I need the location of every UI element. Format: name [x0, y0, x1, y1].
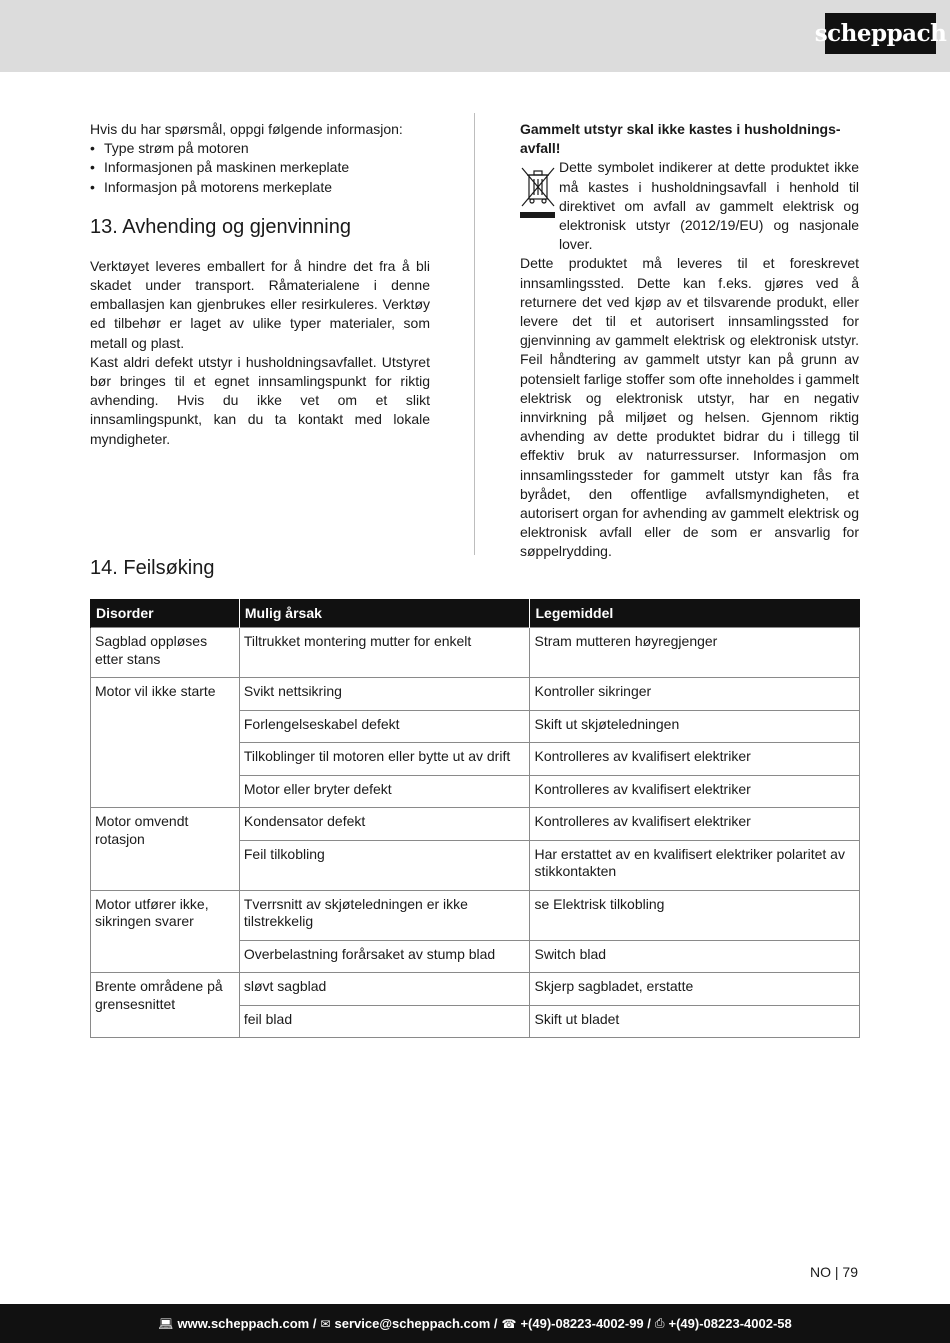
remedy-cell: Skjerp sagbladet, erstatte [530, 973, 860, 1006]
section-14-heading: 14. Feilsøking [90, 557, 215, 579]
phone-number: +(49)-08223-4002-99 / [520, 1316, 651, 1331]
disposal-paragraph: Kast aldri defekt utstyr i husholdningsavfallet. Utstyret bør bringes til et egnet innsamlingspunkt for riktig avhending. Hvis du ikke vet om et slikt innsamlingspunkt, kan du ta kontakt med lokale myndigheter. [90, 353, 430, 447]
email-link[interactable]: service@scheppach.com / [334, 1316, 498, 1331]
table-row [91, 808, 860, 841]
list-item: • Informasjonen på maskinen merkeplate [90, 158, 430, 177]
computer-icon: 💻︎ [158, 1316, 174, 1331]
recycling-paragraph: Dette produktet må leveres til et foreskrevet innsamlingssted. Dette kan f.eks. gjøres ved å returnere det ved kjøp av et tilsvarende produkt, eller levere det til et autorisert innsamlingssted for gjenvinning av gammelt elektrisk og elektronisk utstyr. Feil håndtering av gammelt utstyr kan på grunn av potensielt farlige stoffer som ofte inneholdes i gammelt elektrisk og elektronisk utstyr, har en negativ innvirkning på miljøet og helsen. Gjennom riktig avhending av dette produktet bidrar du i tillegg til effektiv bruk av naturressurser. Informasjon om innsamlingssteder for gammelt utstyr kan fås fra byrådet, den offentlige avfallsmyndigheten, et autorisert organ for avhending av gammelt elektrisk og elektronisk avfall eller de som er ansvarlig for søppelrydding. [520, 255, 859, 560]
email-icon: ✉ [320, 1316, 331, 1331]
remedy-cell: Kontrolleres av kvalifisert elektriker [530, 775, 860, 808]
cause-cell: Motor eller bryter defekt [239, 775, 530, 808]
remedy-cell: Kontrolleres av kvalifisert elektriker [530, 808, 860, 841]
cause-cell: Tiltrukket montering mutter for enkelt [239, 628, 530, 678]
disorder-cell: Motor utfører ikke, sikringen svarer [91, 890, 240, 973]
remedy-cell: Kontrolleres av kvalifisert elektriker [530, 743, 860, 776]
right-column [520, 120, 859, 562]
remedy-cell: Switch blad [530, 940, 860, 973]
table-row [91, 628, 860, 678]
cause-cell: sløvt sagblad [239, 973, 530, 1006]
cause-cell: Overbelastning forårsaket av stump blad [239, 940, 530, 973]
cause-cell: Svikt nettsikring [239, 678, 530, 711]
warning-title: Gammelt utstyr skal ikke kastes i husholdnings-avfall! [520, 121, 841, 157]
contact-footer [0, 1304, 950, 1343]
packaging-paragraph: Verktøyet leveres emballert for å hindre det fra å bli skadet under transport. Råmaterialene i denne emballasjen kan gjenbrukes eller resirkuleres. Verktøy ed tilbehør er laget av ulike typer materialer, som metall og plast. [90, 257, 430, 351]
disorder-cell: Sagblad oppløses etter stans [91, 628, 240, 678]
info-list [90, 139, 430, 197]
remedy-cell: Har erstattet av en kvalifisert elektriker polaritet av stikkontakten [530, 840, 860, 890]
cause-cell: feil blad [239, 1005, 530, 1038]
disorder-cell: Brente områdene på grensesnittet [91, 973, 240, 1038]
crossed-out-bin-icon [520, 166, 556, 220]
remedy-cell: se Elektrisk tilkobling [530, 890, 860, 940]
list-item: • Informasjon på motorens merkeplate [90, 178, 430, 197]
cause-cell: Tverrsnitt av skjøteledningen er ikke tilstrekkelig [239, 890, 530, 940]
column-header: Legemiddel [530, 599, 860, 628]
phone-icon: ☎ [501, 1316, 517, 1331]
column-header: Mulig årsak [239, 599, 530, 628]
fax-icon: ⎙ [654, 1316, 665, 1330]
weee-block [520, 158, 859, 254]
scheppach-logo: scheppach [825, 13, 936, 54]
disorder-cell: Motor omvendt rotasjon [91, 808, 240, 891]
remedy-cell: Kontroller sikringer [530, 678, 860, 711]
cause-cell: Tilkoblinger til motoren eller bytte ut av drift [239, 743, 530, 776]
remedy-cell: Skift ut skjøteledningen [530, 710, 860, 743]
list-item: • Type strøm på motoren [90, 139, 430, 158]
fax-number: +(49)-08223-4002-58 [668, 1316, 792, 1331]
remedy-cell: Skift ut bladet [530, 1005, 860, 1038]
troubleshooting-table [90, 599, 860, 1038]
table-row [91, 678, 860, 711]
section-13-heading: 13. Avhending og gjenvinning [90, 215, 351, 238]
weee-description: Dette symbolet indikerer at dette produktet ikke må kastes i husholdningsavfall i henhold til direktivet om avfall av gammelt elektrisk og elektronisk utstyr (2012/19/EU) og nasjonale lover. [559, 159, 859, 253]
table-row [91, 890, 860, 940]
page-number: NO | 79 [810, 1264, 858, 1280]
remedy-cell: Stram mutteren høyregjenger [530, 628, 860, 678]
disorder-cell: Motor vil ikke starte [91, 678, 240, 808]
cause-cell: Forlengelseskabel defekt [239, 710, 530, 743]
column-divider [474, 113, 475, 555]
header-bar [0, 0, 950, 72]
left-column [90, 120, 430, 449]
cause-cell: Kondensator defekt [239, 808, 530, 841]
intro-text: Hvis du har spørsmål, oppgi følgende informasjon: [90, 121, 403, 137]
website-link[interactable]: www.scheppach.com / [177, 1316, 317, 1331]
table-header-row [91, 599, 860, 628]
column-header: Disorder [91, 599, 240, 628]
cause-cell: Feil tilkobling [239, 840, 530, 890]
table-row [91, 973, 860, 1006]
